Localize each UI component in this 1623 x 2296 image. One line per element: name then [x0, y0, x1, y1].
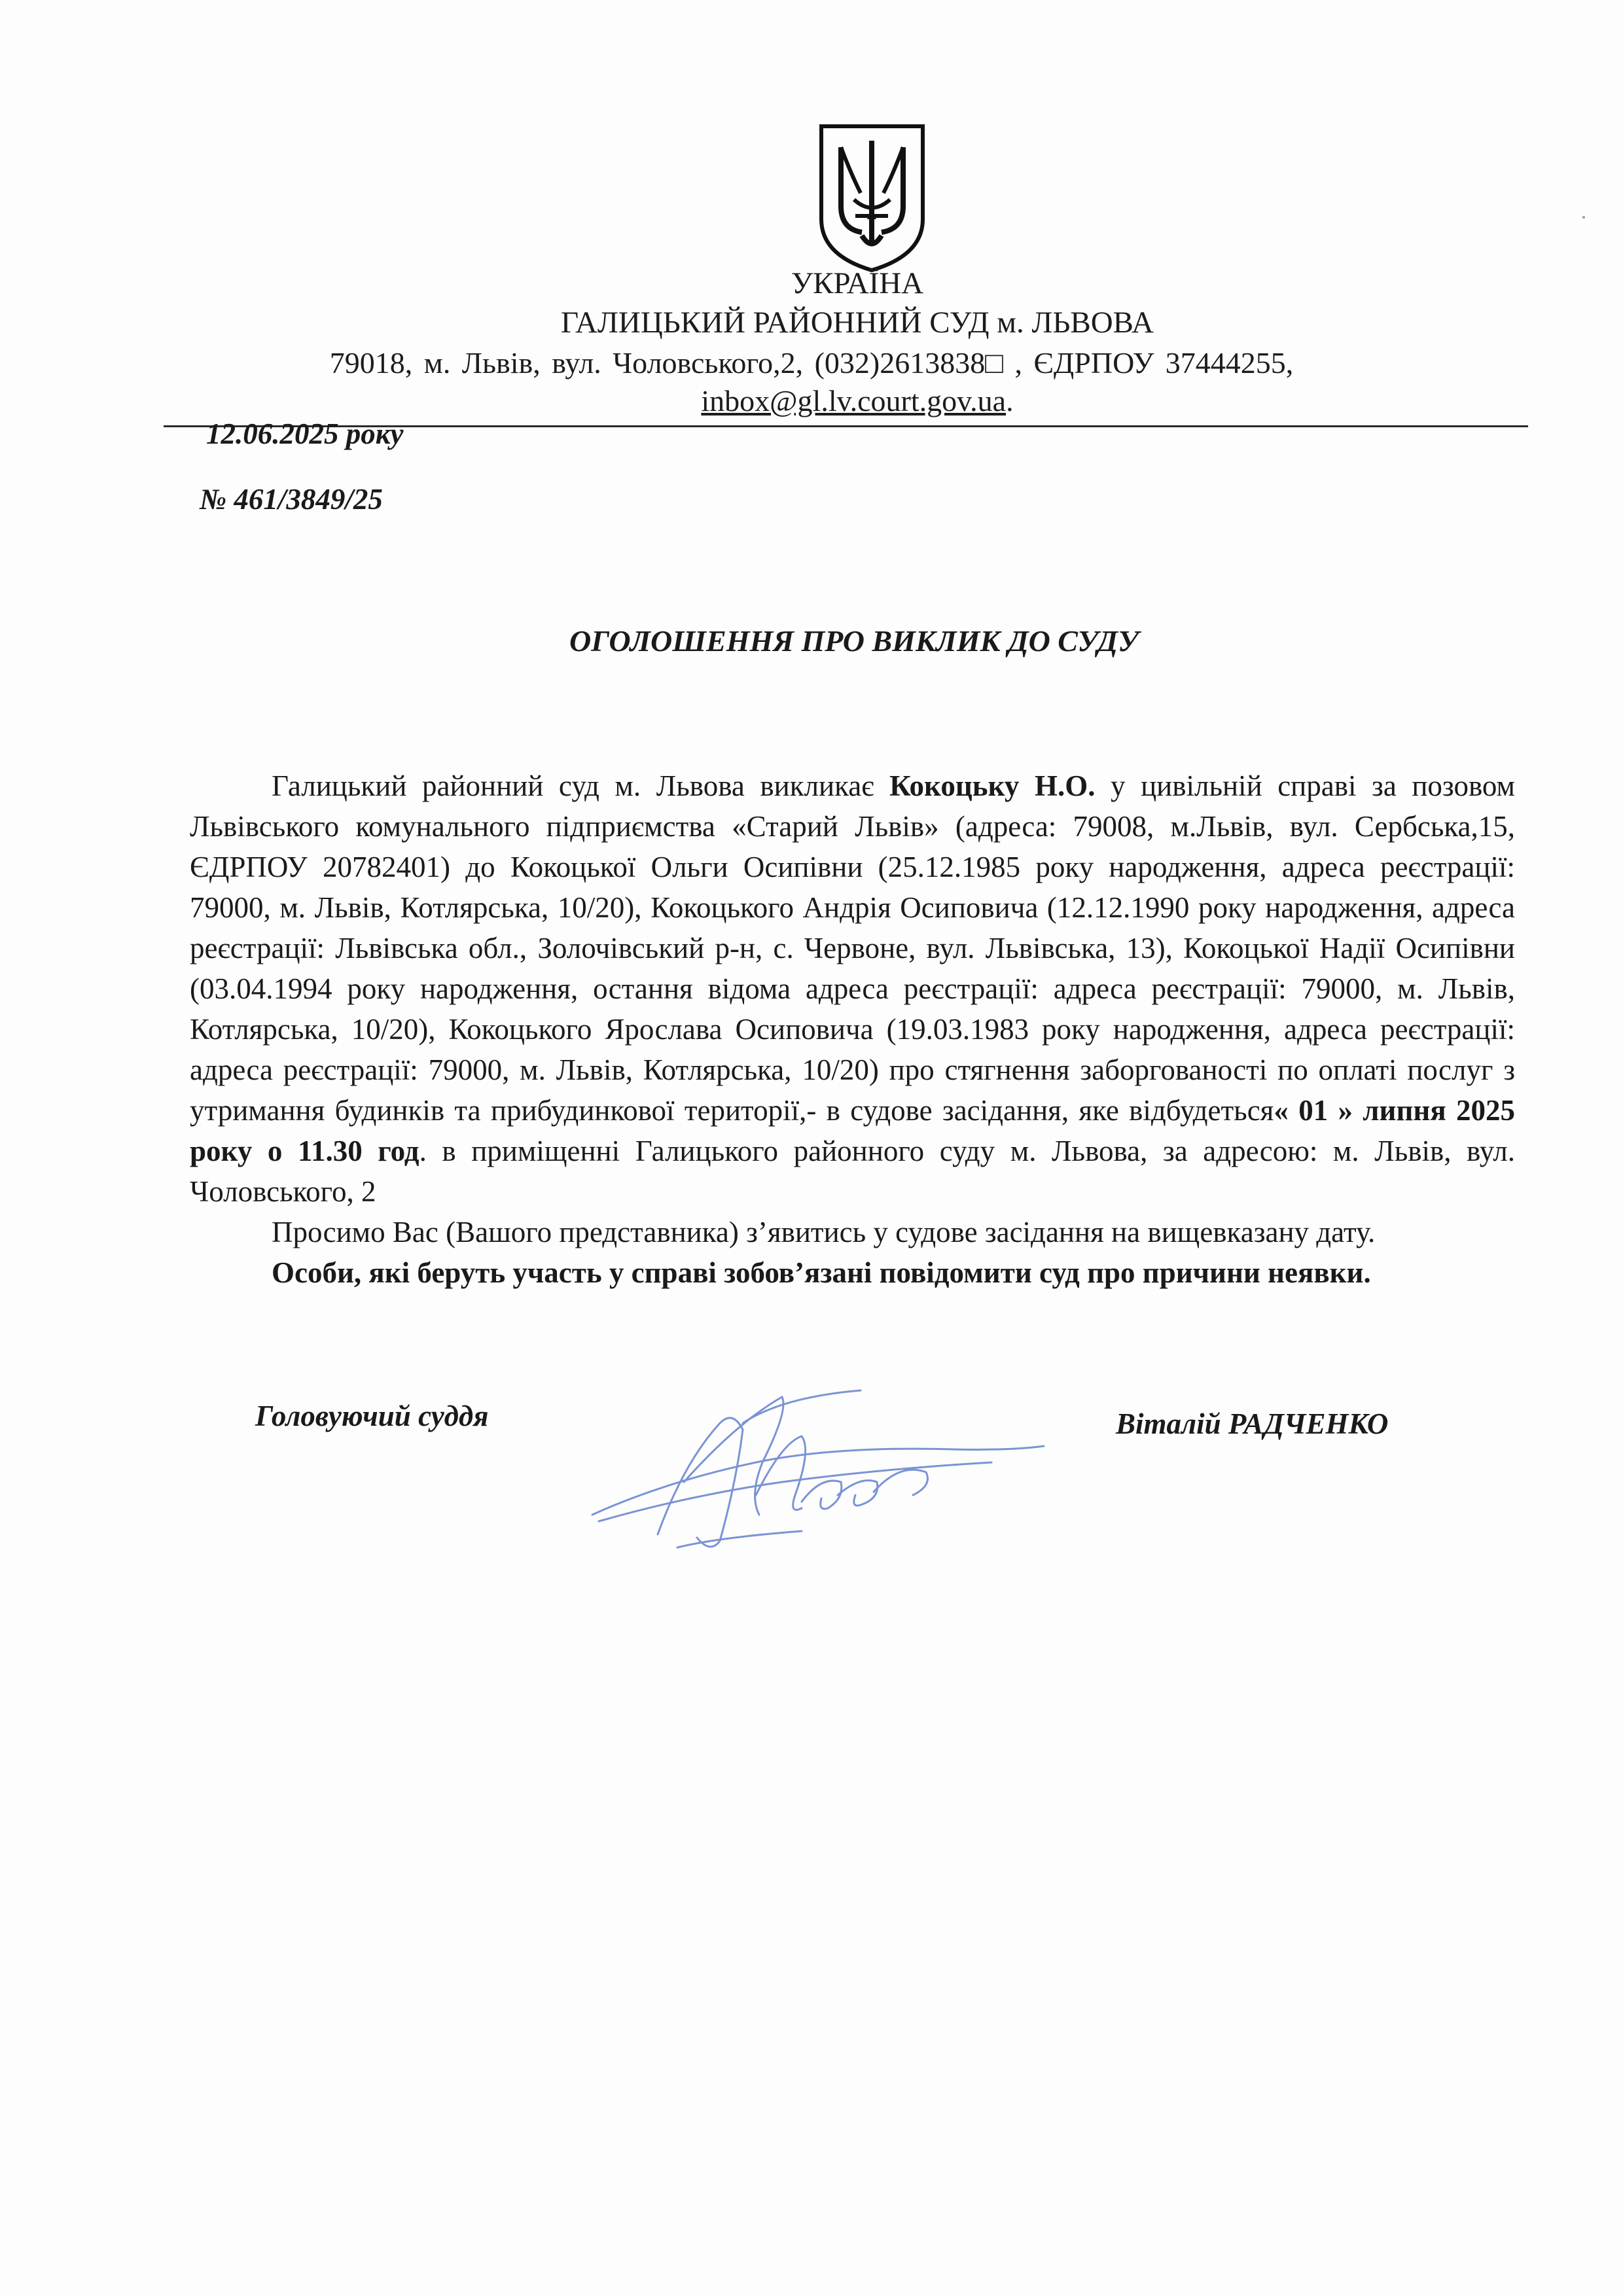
body-paragraph-request: Просимо Вас (Вашого представника) з’явитись у судове засідання на вищевказану дату. [272, 1216, 1376, 1248]
header-country: УКРАЇНА [791, 266, 924, 300]
summons-intro: Галицький районний суд м. Львова викликає [272, 769, 890, 802]
document-number: № 461/3849/25 [200, 483, 383, 516]
header-address: 79018, м. Львів, вул. Чоловського,2, (032)2613838□ , ЄДРПОУ 37444255, [329, 346, 1294, 380]
header-court-name: ГАЛИЦЬКИЙ РАЙОННИЙ СУД м. ЛЬВОВА [561, 306, 1154, 340]
case-details: у цивільній справі за позовом Львівського комунального підприємства «Старий Львів» (адреса: 79008, м.Львів, вул. Сербська,15, ЄДРПОУ 20782401) до Кокоцької Ольги Осипівни (25.12.1985 року народження, адреса реєстрації: 79000, м. Львів, Котлярська, 10/20), Кокоцького Андрія Осиповича (12.12.1990 року народження, адреса реєстрації: Львівська обл., Золочівський р-н, с. Червоне, вул. Львівська, 13), Кокоцької Надії Осипівни (03.04.1994 року народження, остання відома адреса реєстрації: адреса реєстрації: 79000, м. Львів, Котлярська, 10/20), Кокоцького Ярослава Осиповича (19.03.1983 року народження, адреса реєстрації: адреса реєстрації: 79000, м. Львів, Котлярська, 10/20) про стягнення заборгованості по оплаті послуг з утримання будинків та прибудинкової території,- в судове засідання, яке відбудеться [190, 769, 1516, 1127]
document-date: 12.06.2025 року [206, 417, 404, 450]
coat-of-arms-icon [815, 121, 929, 275]
body-paragraph-summons [190, 766, 1515, 1212]
handwritten-signature [586, 1384, 1050, 1561]
hearing-datetime: « 01 » липня 2025 року о 11.30 год [190, 1094, 1515, 1167]
scan-speck [1582, 216, 1585, 219]
header-email-line [46, 383, 1623, 419]
document-body [190, 766, 1515, 1293]
body-paragraph-obligation: Особи, які беруть участь у справі зобов’язані повідомити суд про причини неявки. [272, 1256, 1371, 1289]
document-title: ОГОЛОШЕННЯ ПРО ВИКЛИК ДО СУДУ [569, 624, 1139, 658]
hearing-location: . в приміщенні Галицького районного суду м. Львова, за адресою: м. Львів, вул. Чоловського, 2 [190, 1135, 1515, 1208]
header-email-link[interactable]: inbox@gl.lv.court.gov.ua [701, 384, 1007, 417]
signatory-role: Головуючий суддя [255, 1400, 489, 1432]
summoned-person: Кокоцьку Н.О. [889, 769, 1096, 802]
header-email-suffix: . [1006, 384, 1014, 417]
signatory-name: Віталій РАДЧЕНКО [1116, 1407, 1389, 1440]
